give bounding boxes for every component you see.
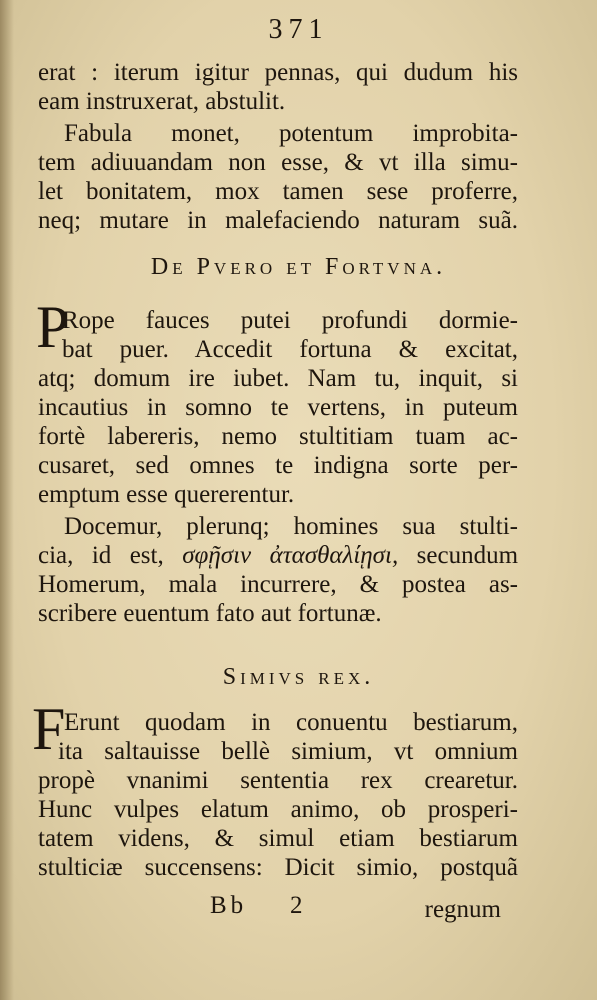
text-line: neq; mutare in malefaciendo naturam suã. — [38, 207, 518, 234]
fable-text-puero — [38, 306, 518, 509]
text-line: bat puer. Accedit fortuna & excitat, — [62, 336, 518, 363]
text-line: tem adiuuandam non esse, & vt illa simu- — [38, 149, 518, 176]
text-line: Fabula monet, potentum improbita- — [64, 120, 518, 147]
text-line: Docemur, plerunq; homines sua stulti- — [64, 513, 518, 540]
text-line: eam instruxerat, abstulit. — [38, 88, 286, 115]
signature-mark: Bb — [210, 892, 248, 919]
text-line: emptum esse quererentur. — [38, 481, 295, 508]
binding-shadow — [0, 0, 14, 1000]
catchword: regnum — [424, 896, 501, 923]
page-footer — [0, 892, 597, 926]
text-line: Rope fauces putei profundi dormie- — [62, 307, 518, 334]
text-segment: secundum — [416, 542, 519, 569]
previous-fable-ending — [38, 58, 518, 116]
text-line: propè vnanimi sententia rex crearetur. — [38, 767, 518, 794]
text-line: Homerum, mala incurrere, & postea as- — [38, 571, 518, 598]
fable-heading-puero: De Pvero et Fortvna. — [150, 254, 447, 280]
text-line: Erunt quodam in conuentu bestiarum, — [64, 709, 518, 736]
text-line — [38, 541, 518, 570]
text-line: scribere euentum fato aut fortunæ. — [38, 600, 382, 627]
fable-heading-simius: Simivs rex. — [222, 664, 375, 690]
text-line: incautius in somno te vertens, in puteum — [38, 394, 518, 421]
text-line: stulticiæ succensens: Dicit simio, postquã — [38, 854, 518, 881]
drop-cap: P — [36, 294, 70, 360]
text-line: Hunc vulpes elatum animo, ob prosperi- — [38, 796, 518, 823]
fable-text-simius — [38, 708, 518, 882]
text-line: cusaret, sed omnes te indigna sorte per- — [38, 452, 518, 479]
page-number: 371 — [268, 14, 329, 45]
signature-number: 2 — [290, 892, 303, 919]
previous-fable-moral — [38, 119, 518, 235]
text-line: ita saltauisse bellè simium, vt omnium — [58, 738, 518, 765]
fable-moral-puero — [38, 512, 518, 628]
text-segment: cia, id est, — [38, 542, 164, 569]
drop-cap: F — [32, 696, 66, 762]
text-line: let bonitatem, mox tamen sese proferre, — [38, 178, 518, 205]
text-line: erat : iterum igitur pennas, qui dudum his — [38, 59, 518, 86]
text-line: tatem videns, & simul etiam bestiarum — [38, 825, 518, 852]
greek-quotation: σφῇσιν ἀτασθαλίῃσι, — [182, 542, 399, 569]
text-line: fortè labereris, nemo stultitiam tuam ac- — [38, 423, 518, 450]
text-line: atq; domum ire iubet. Nam tu, inquit, si — [38, 365, 518, 392]
